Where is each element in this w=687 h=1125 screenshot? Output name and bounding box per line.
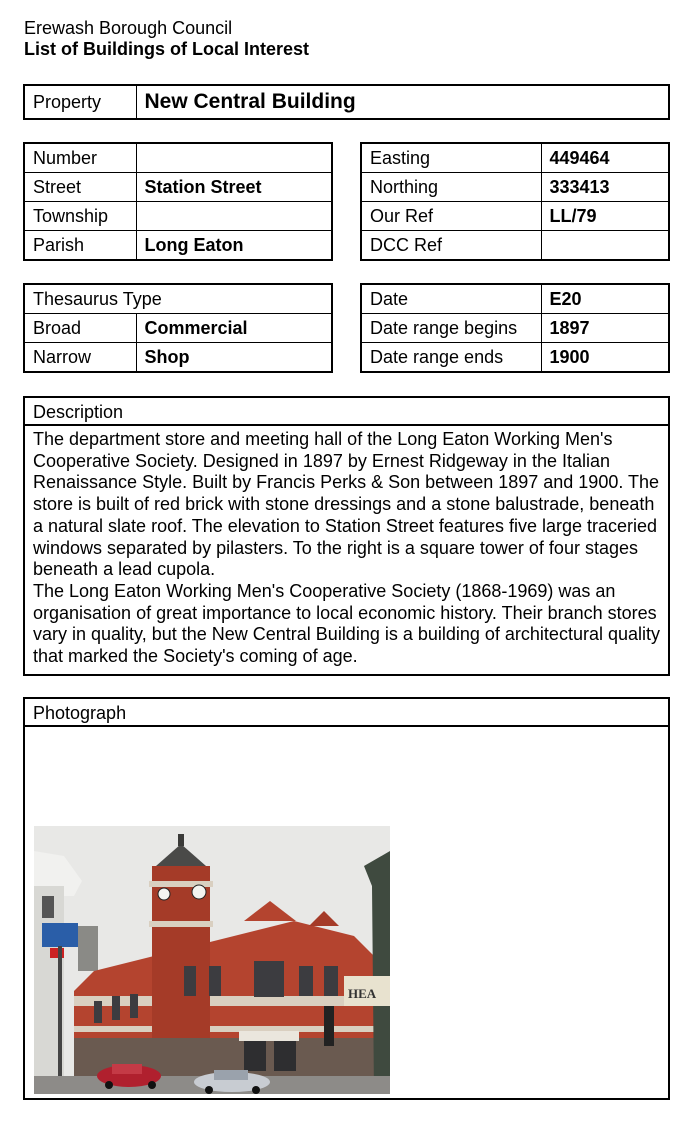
date-row xyxy=(361,284,669,314)
date-range-ends-label: Date range ends xyxy=(361,343,541,373)
number-label: Number xyxy=(24,143,136,173)
document-header xyxy=(24,18,309,60)
date-range-ends-value: 1900 xyxy=(541,343,669,373)
easting-value: 449464 xyxy=(541,143,669,173)
our-ref-label: Our Ref xyxy=(361,202,541,231)
address-row xyxy=(24,143,332,173)
photograph-box xyxy=(23,697,670,1100)
description-paragraph: The department store and meeting hall of the Long Eaton Working Men's Cooperative Society. Designed in 1897 by Ernest Ridgeway in the Italian Renaissance Style. Built by Francis Perks & Son between 1897 and 1900. The store is built of red brick with stone dressings and a stone balustrade, beneath a natural slate roof. The elevation to Station Street features five large traceried windows separated by pilasters. To the right is a square tower of four stages beneath a lead cupola. xyxy=(33,429,660,580)
narrow-value: Shop xyxy=(136,343,332,373)
list-title: List of Buildings of Local Interest xyxy=(24,39,310,59)
parish-label: Parish xyxy=(24,231,136,261)
reference-row xyxy=(361,231,669,261)
dcc-ref-label: DCC Ref xyxy=(361,231,541,261)
property-value: New Central Building xyxy=(136,85,669,119)
date-row xyxy=(361,343,669,373)
address-table xyxy=(23,142,333,261)
our-ref-value: LL/79 xyxy=(541,202,669,231)
address-row xyxy=(24,173,332,202)
description-label: Description xyxy=(25,398,668,426)
township-label: Township xyxy=(24,202,136,231)
township-value xyxy=(136,202,332,231)
council-name: Erewash Borough Council xyxy=(24,18,233,38)
dcc-ref-value xyxy=(541,231,669,261)
street-value: Station Street xyxy=(136,173,332,202)
building-photograph xyxy=(34,826,390,1094)
parish-value: Long Eaton xyxy=(136,231,332,261)
date-value: E20 xyxy=(541,284,669,314)
northing-label: Northing xyxy=(361,173,541,202)
description-paragraph: The Long Eaton Working Men's Cooperative Society (1868-1969) was an organisation of great importance to local economic history. Their branch stores vary in quality, but the New Central Building is a building of architectural quality that marked the Society's coming of age. xyxy=(33,580,660,667)
address-row xyxy=(24,231,332,261)
date-label: Date xyxy=(361,284,541,314)
thesaurus-type-label: Thesaurus Type xyxy=(24,284,332,314)
number-value xyxy=(136,143,332,173)
date-row xyxy=(361,314,669,343)
property-table xyxy=(23,84,670,120)
address-row xyxy=(24,202,332,231)
reference-row xyxy=(361,143,669,173)
narrow-label: Narrow xyxy=(24,343,136,373)
date-range-begins-label: Date range begins xyxy=(361,314,541,343)
thesaurus-row xyxy=(24,343,332,373)
broad-value: Commercial xyxy=(136,314,332,343)
property-label: Property xyxy=(24,85,136,119)
shop-sign-text: HEA xyxy=(348,986,377,1001)
northing-value: 333413 xyxy=(541,173,669,202)
description-box xyxy=(23,396,670,676)
reference-table xyxy=(360,142,670,261)
date-range-begins-value: 1897 xyxy=(541,314,669,343)
photograph-label: Photograph xyxy=(25,699,668,727)
thesaurus-table xyxy=(23,283,333,373)
easting-label: Easting xyxy=(361,143,541,173)
thesaurus-row xyxy=(24,314,332,343)
reference-row xyxy=(361,173,669,202)
street-label: Street xyxy=(24,173,136,202)
dates-table xyxy=(360,283,670,373)
thesaurus-header-row xyxy=(24,284,332,314)
broad-label: Broad xyxy=(24,314,136,343)
property-row xyxy=(24,85,669,119)
reference-row xyxy=(361,202,669,231)
description-body xyxy=(25,426,668,671)
